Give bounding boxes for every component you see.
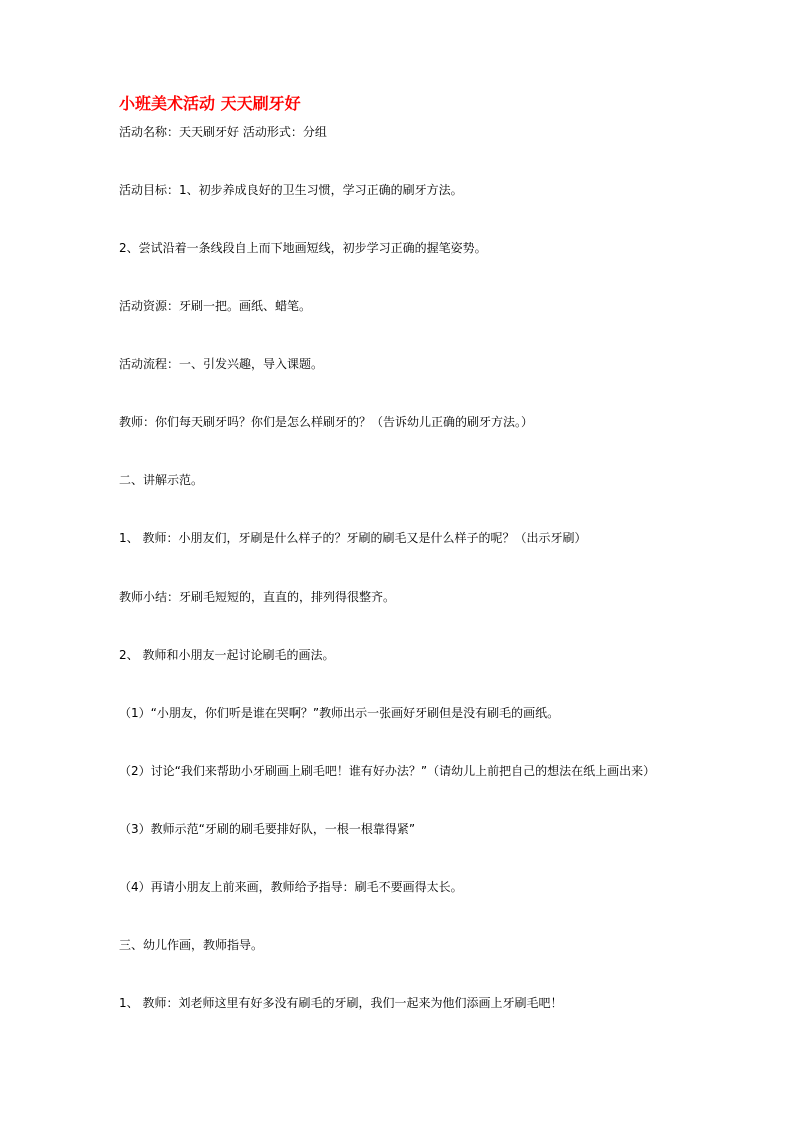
activity-name-line: 活动名称：天天刷牙好 活动形式：分组 <box>119 125 327 139</box>
teacher-summary-line: 教师小结：牙刷毛短短的，直直的，排列得很整齐。 <box>119 590 396 604</box>
step-2-line: 2、 教师和小朋友一起讨论刷毛的画法。 <box>119 648 335 662</box>
substep-3-line: （3）教师示范“牙刷的刷毛要排好队，一根一根靠得紧” <box>119 822 416 836</box>
substep-4-line: （4）再请小朋友上前来画，教师给予指导：刷毛不要画得太长。 <box>119 880 463 894</box>
section-three-step-1: 1、 教师：刘老师这里有好多没有刷毛的牙刷，我们一起来为他们添画上牙刷毛吧！ <box>119 996 563 1010</box>
goal-line-2: 2、尝试沿着一条线段自上而下地画短线，初步学习正确的握笔姿势。 <box>119 241 487 255</box>
substep-2-line: （2）讨论“我们来帮助小牙刷画上刷毛吧！谁有好办法？”（请幼儿上前把自己的想法在纸上画出来） <box>119 764 656 778</box>
process-line-1: 活动流程：一、引发兴趣，导入课题。 <box>119 357 324 371</box>
substep-1-line: （1）“小朋友，你们听是谁在哭啊？”教师出示一张画好牙刷但是没有刷毛的画纸。 <box>119 706 560 720</box>
step-1-line: 1、 教师：小朋友们，牙刷是什么样子的？牙刷的刷毛又是什么样子的呢？（出示牙刷） <box>119 531 587 545</box>
section-two-heading: 二、讲解示范。 <box>119 473 204 487</box>
goal-line-1: 活动目标：1、初步养成良好的卫生习惯，学习正确的刷牙方法。 <box>119 183 463 197</box>
document-title: 小班美术活动 天天刷牙好 <box>119 94 301 113</box>
resources-line: 活动资源：牙刷一把。画纸、蜡笔。 <box>119 299 312 313</box>
section-three-heading: 三、幼儿作画，教师指导。 <box>119 938 264 952</box>
teacher-question-line: 教师：你们每天刷牙吗？你们是怎么样刷牙的？（告诉幼儿正确的刷牙方法。） <box>119 415 534 429</box>
